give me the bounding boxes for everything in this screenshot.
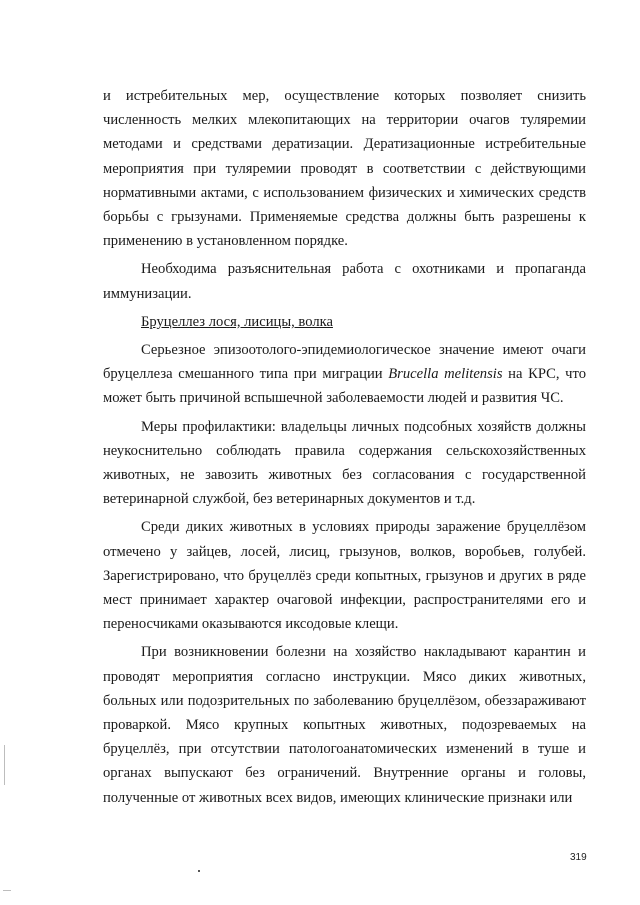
section-heading: Бруцеллез лося, лисицы, волка xyxy=(141,313,333,330)
paragraph-2: Необходима разъяснительная работа с охотниками и пропаганда иммунизации. xyxy=(103,261,586,302)
paragraph-5: Среди диких животных в условиях природы заражение бруцеллёзом отмечено у зайцев, лосей, лисиц, грызунов, волков, воробьев, голубей. Зарегистрировано, что бруцеллёз среди копытных, грызунов и других в ряде мест принимает характер очаговой инфекции, распространителями его и переносчиками оказываются иксодовые клещи. xyxy=(103,519,586,633)
paragraph-1: и истребительных мер, осуществление которых позволяет снизить численность мелких млекопитающих на территории очагов туляремии методами и средствами дератизации. Дератизационные истребительные мероприятия при туляремии проводят в соответствии с действующими нормативными актами, с использованием физических и химических средств борьбы с грызунами. Применяемые средства должны быть разрешены к применению в установленном порядке. xyxy=(103,88,586,250)
scan-dot xyxy=(198,870,200,872)
paragraph-6: При возникновении болезни на хозяйство накладывают карантин и проводят мероприятия согласно инструкции. Мясо диких животных, больных или подозрительных по заболеванию бруцеллёзом, обеззараживают проваркой. Мясо крупных копытных животных, подозреваемых на бруцеллёз, при отсутствии патологоанатомических изменений в туше и органах выпускают без ограничений. Внутренние органы и головы, полученные от животных всех видов, имеющих клинические признаки или xyxy=(103,644,586,806)
paragraph-3-end: на КРС, что может быть причиной вспышечной заболеваемости людей и развития ЧС. xyxy=(103,366,587,407)
paragraph-4: Меры профилактики: владельцы личных подсобных хозяйств должны неукоснительно соблюдать правила содержания сельскохозяйственных животных, не завозить животных без согласования с государственной ветеринарной службой, без ветеринарных документов и т.д. xyxy=(103,418,586,508)
body-text xyxy=(103,84,586,810)
page-number: 319 xyxy=(570,852,587,863)
paragraph-3 xyxy=(103,338,586,411)
species-name: Brucella melitensis xyxy=(388,366,503,383)
scan-margin-mark xyxy=(4,745,5,785)
scan-margin-mark xyxy=(3,890,11,891)
paragraph-3-start: Серьезное эпизоотолого-эпидемиологическое значение имеют очаги бруцеллеза смешанного типа при миграции xyxy=(103,342,586,383)
